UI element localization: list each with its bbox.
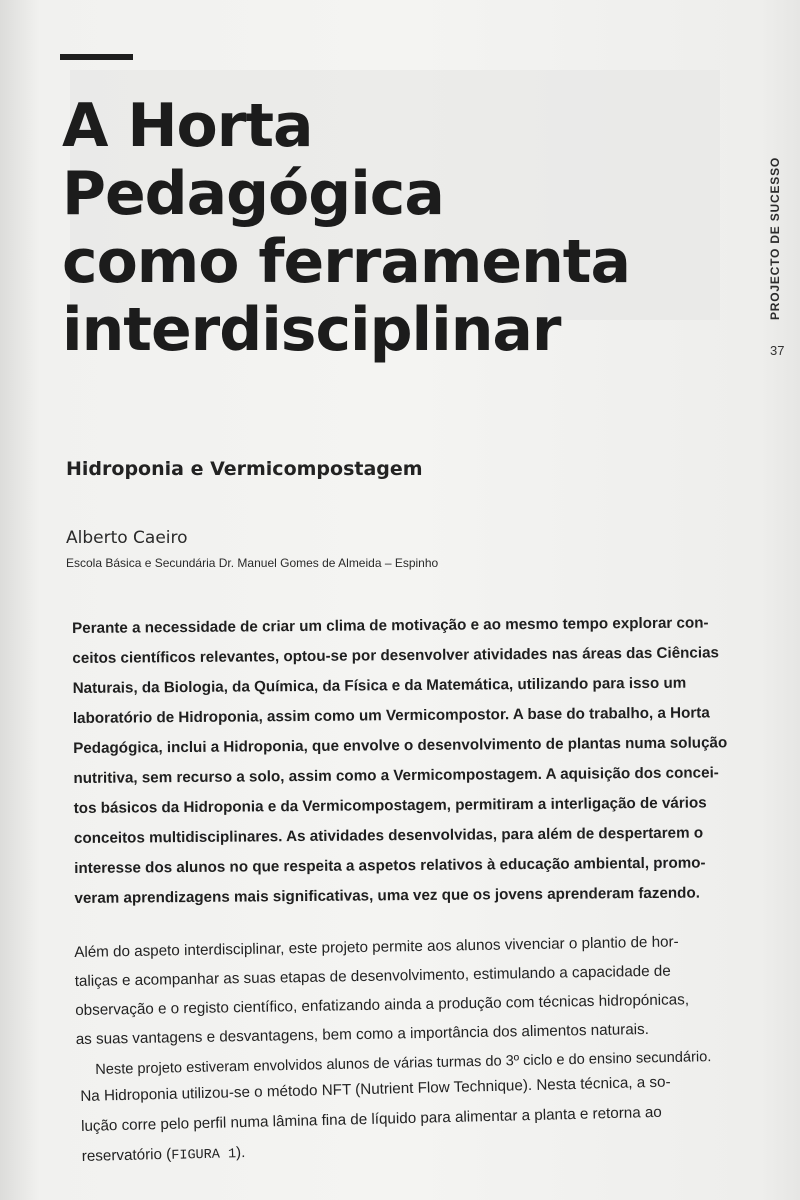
text-line: veram aprendizagens mais significativas, uma vez que os jovens aprenderam fazendo. [74, 884, 700, 907]
author-affiliation: Escola Básica e Secundária Dr. Manuel Gomes de Almeida – Espinho [66, 556, 439, 570]
title-line: A Horta [62, 91, 313, 161]
section-label: PROJECTO DE SUCESSO [768, 156, 782, 320]
text-fragment: ). [235, 1143, 246, 1162]
text-line: Neste projeto estiveram envolvidos alunos de várias turmas do 3º ciclo e do ensino secundário. [95, 1049, 712, 1078]
title-line: Pedagógica [62, 159, 444, 229]
text-line: Na Hidroponia utilizou-se o método NFT (Nutrient Flow Technique). Nesta técnica, a so- [80, 1073, 671, 1105]
text-line: ceitos científicos relevantes, optou-se por desenvolver atividades nas áreas das Ciências [72, 644, 720, 667]
title-line: interdisciplinar [62, 295, 561, 365]
title-line: como ferramenta [62, 227, 630, 297]
article-title [62, 92, 722, 364]
figure-reference: FIGURA 1 [171, 1147, 237, 1164]
text-line: Pedagógica, inclui a Hidroponia, que envolve o desenvolvimento de plantas numa solução [73, 734, 728, 757]
text-line: nutritiva, sem recurso a solo, assim como a Vermicompostagem. A aquisição dos concei- [73, 764, 719, 787]
text-fragment: reservatório ( [81, 1145, 172, 1165]
body-paragraph-1 [74, 926, 766, 1054]
title-accent-rule [60, 54, 133, 60]
text-line: laboratório de Hidroponia, assim como um Vermicompostor. A base do trabalho, a Horta [72, 704, 710, 727]
author-name: Alberto Caeiro [66, 528, 188, 548]
text-line: Naturais, da Biologia, da Química, da Física e da Matemática, utilizando para isso um [72, 674, 687, 697]
text-line: interesse dos alunos no que respeita a aspetos relativos à educação ambiental, promo- [74, 854, 706, 877]
text-line: conceitos multidisciplinares. As atividades desenvolvidas, para além de despertarem o [73, 824, 704, 847]
page-number: 37 [770, 343, 785, 358]
text-line: Perante a necessidade de criar um clima de motivação e ao mesmo tempo explorar con- [72, 614, 709, 637]
text-line: as suas vantagens e desvantagens, bem como a importância dos alimentos naturais. [75, 1020, 650, 1048]
intro-paragraph [72, 608, 755, 914]
text-line: Além do aspeto interdisciplinar, este projeto permite aos alunos vivenciar o plantio de hor- [74, 933, 679, 961]
text-line: tos básicos da Hidroponia e da Vermicompostagem, permitiram a interligação de vários [73, 794, 707, 817]
article-subtitle: Hidroponia e Vermicompostagem [66, 458, 423, 480]
body-paragraph-3 [80, 1065, 762, 1174]
text-line: observação e o registo científico, enfatizando ainda a produção com técnicas hidropónicas, [75, 991, 690, 1019]
text-line: lução corre pelo perfil numa lâmina fina de líquido para alimentar a planta e retorna ao [80, 1103, 662, 1135]
text-line: taliças e acompanhar as suas etapas de desenvolvimento, estimulando a capacidade de [74, 962, 671, 990]
